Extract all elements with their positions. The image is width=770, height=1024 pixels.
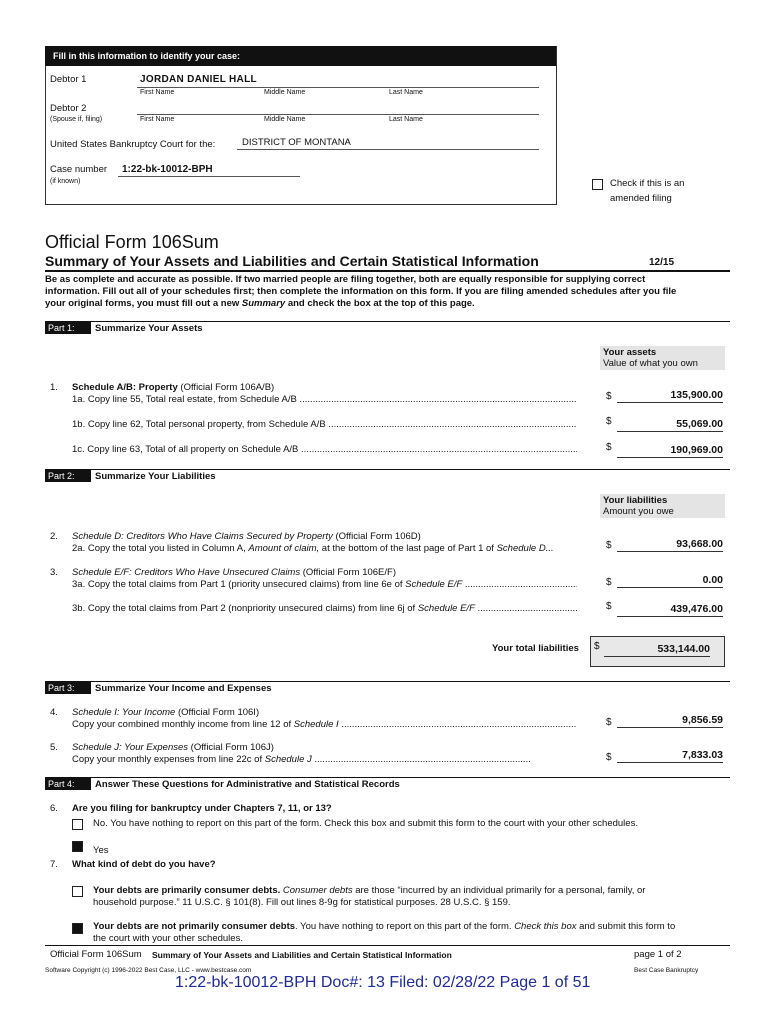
court-underline: [237, 149, 539, 150]
line-4-a: Copy your combined monthly income from line 12 of: [72, 719, 294, 730]
item3-title-form: (Official Form 106E/F): [300, 567, 396, 578]
dollar-1b: $: [606, 416, 612, 427]
q6-number: 6.: [50, 803, 58, 814]
line-3a: [72, 579, 577, 590]
spouse-note: (Spouse if, filing): [50, 116, 103, 123]
amount-5[interactable]: 7,833.03: [617, 749, 723, 763]
part3-rule: [45, 681, 730, 682]
dollar-4: $: [606, 717, 612, 728]
item4-number: 4.: [50, 707, 58, 718]
debtor2-label: Debtor 2: [50, 103, 87, 114]
liabilities-column-header: [600, 494, 725, 518]
total-liabilities-label: Your total liabilities: [492, 643, 579, 654]
amount-2a[interactable]: 93,668.00: [617, 538, 723, 552]
line-3b-b: Schedule E/F: [417, 603, 475, 614]
part4-rule: [45, 777, 730, 778]
court-filing-stamp: 1:22-bk-10012-BPH Doc#: 13 Filed: 02/28/22 Page 1 of 51: [175, 974, 591, 991]
part1-rule: [45, 321, 730, 322]
dollar-5: $: [606, 752, 612, 763]
debtor2-middle-name-caption: Middle Name: [264, 116, 306, 123]
line-2a-b: Amount of claim,: [248, 543, 320, 554]
dollar-2a: $: [606, 540, 612, 551]
consumer-debts-line1: [93, 885, 645, 896]
item5-title-schedule: Schedule J: Your Expenses: [72, 742, 189, 753]
part2-rule: [45, 469, 730, 470]
dollar-1c: $: [606, 442, 612, 453]
line-3a-a: 3a. Copy the total claims from Part 1 (priority unsecured claims) from line 6e of: [72, 579, 406, 590]
item5-number: 5.: [50, 742, 58, 753]
line-1b: [72, 419, 577, 430]
nonconsumer-debts-line1: [93, 921, 675, 932]
q7-number: 7.: [50, 859, 58, 870]
assets-column-title: Your assets: [603, 347, 657, 358]
case-number-label: Case number: [50, 164, 108, 175]
footer-form-title: Summary of Your Assets and Liabilities and Certain Statistical Information: [152, 950, 452, 960]
q6-yes-label: Yes: [93, 845, 109, 856]
item3-title-schedule: Schedule E/F: Creditors Who Have Unsecured Claims: [72, 567, 301, 578]
item2-title-schedule: Schedule D: Creditors Who Have Claims Secured by Property: [72, 531, 333, 542]
instructions-line3-a: your original forms, you must fill out a new: [45, 298, 242, 309]
debtor2-first-name-caption: First Name: [140, 116, 175, 123]
line-1c: [72, 444, 577, 455]
debtor1-underline: [137, 87, 539, 88]
amount-3b[interactable]: 439,476.00: [617, 603, 723, 617]
part4-title: Answer These Questions for Administrative and Statistical Records: [95, 779, 400, 790]
debtor1-label: Debtor 1: [50, 74, 87, 85]
footer-copyright: Software Copyright (c) 1996-2022 Best Case, LLC - www.bestcase.com: [45, 967, 252, 974]
debtor2-underline[interactable]: [137, 114, 539, 115]
consumer-debts-checkbox[interactable]: [72, 886, 83, 897]
line-1b-text: 1b. Copy line 62, Total personal property, from Schedule A/B: [72, 419, 326, 430]
debtor1-middle-name-caption: Middle Name: [264, 89, 306, 96]
nonconsumer-debts-italic: Check this box: [514, 921, 577, 932]
amount-4[interactable]: 9,856.59: [617, 714, 723, 728]
nonconsumer-debts-end: and submit this form to: [576, 921, 676, 932]
line-3a-b: Schedule E/F: [405, 579, 463, 590]
consumer-debts-rest: are those “incurred by an individual primarily for a personal, family, or: [352, 885, 646, 896]
debtor1-last-name-caption: Last Name: [389, 89, 423, 96]
instructions-line3: [45, 298, 475, 309]
case-number-underline: [118, 176, 300, 177]
instructions-line1: Be as complete and accurate as possible. If two married people are filing together, both are equally responsible for supplying correct: [45, 274, 646, 285]
form-name: Official Form 106Sum: [45, 232, 219, 252]
line-2a-c: at the bottom of the last page of Part 1 of: [319, 543, 497, 554]
item1-title: [72, 382, 274, 393]
item5-title: [72, 742, 274, 753]
part1-tag: Part 1:: [45, 322, 91, 334]
assets-column-subtitle: Value of what you own: [603, 358, 698, 369]
q6-no-label: No. You have nothing to report on this part of the form. Check this box and submit this form to the court with your other schedules.: [93, 818, 638, 829]
assets-column-header: [600, 346, 725, 370]
line-4-b: Schedule I: [293, 719, 339, 730]
part3-tag: Part 3:: [45, 682, 91, 694]
item2-title-form: (Official Form 106D): [332, 531, 421, 542]
item4-title-schedule: Schedule I: Your Income: [72, 707, 176, 718]
part2-tag: Part 2:: [45, 470, 91, 482]
item3-title: [72, 567, 396, 578]
line-5-a: Copy your monthly expenses from line 22c of: [72, 754, 265, 765]
dollar-1a: $: [606, 391, 612, 402]
court-value[interactable]: DISTRICT OF MONTANA: [242, 137, 351, 148]
line-2a-d: Schedule D...: [496, 543, 554, 554]
liabilities-column-subtitle: Amount you owe: [603, 506, 674, 517]
line-2a: [72, 543, 554, 554]
footer-page: page 1 of 2: [634, 949, 682, 960]
liabilities-column-title: Your liabilities: [603, 495, 668, 506]
dollar-total: $: [594, 641, 600, 652]
q7-question: What kind of debt do you have?: [72, 859, 216, 870]
debtor1-first-name-caption: First Name: [140, 89, 175, 96]
title-rule: [45, 270, 730, 272]
footer-rule: [45, 945, 730, 946]
part4-tag: Part 4:: [45, 778, 91, 790]
amount-1a[interactable]: 135,900.00: [617, 389, 723, 403]
nonconsumer-debts-rest: . You have nothing to report on this part of the form.: [295, 921, 515, 932]
instructions-line2: information. Fill out all of your schedules first; then complete the information on this form. If you are filing amended schedules after you file: [45, 286, 677, 297]
case-number-value[interactable]: 1:22-bk-10012-BPH: [122, 164, 213, 175]
amended-label-line2: amended filing: [610, 193, 672, 204]
dollar-3a: $: [606, 577, 612, 588]
line-1a-text: 1a. Copy line 55, Total real estate, from Schedule A/B: [72, 394, 297, 405]
footer-vendor: Best Case Bankruptcy: [634, 967, 699, 974]
dollar-3b: $: [606, 601, 612, 612]
footer-form-name: Official Form 106Sum: [50, 949, 142, 960]
instructions-line3-summary: Summary: [241, 298, 286, 309]
q6-no-checkbox[interactable]: [72, 819, 83, 830]
form-version: 12/15: [649, 257, 675, 268]
part3-title: Summarize Your Income and Expenses: [95, 683, 272, 694]
instructions-line3-c: and check the box at the top of this page.: [285, 298, 475, 309]
case-identification-header: [45, 46, 556, 66]
court-label: United States Bankruptcy Court for the:: [50, 139, 216, 150]
line-4: [72, 719, 577, 730]
part2-title: Summarize Your Liabilities: [95, 471, 216, 482]
consumer-debts-line2: household purpose.” 11 U.S.C. § 101(8). Fill out lines 8-9g for statistical purposes. 28 U.S.C. § 159.: [93, 897, 511, 908]
amount-1c[interactable]: 190,969.00: [617, 444, 723, 458]
total-liabilities-amount[interactable]: 533,144.00: [604, 643, 710, 657]
item5-title-form: (Official Form 106J): [188, 742, 274, 753]
item4-title: [72, 707, 259, 718]
form-title: Summary of Your Assets and Liabilities and Certain Statistical Information: [45, 253, 539, 269]
q6-yes-checkbox[interactable]: [72, 841, 83, 852]
line-5-b: Schedule J: [264, 754, 312, 765]
item1-title-form: (Official Form 106A/B): [177, 382, 275, 393]
line-1a: [72, 394, 577, 405]
consumer-debts-italic: Consumer debts: [280, 885, 353, 896]
nonconsumer-debts-checkbox[interactable]: [72, 923, 83, 934]
item4-title-form: (Official Form 106I): [175, 707, 260, 718]
item2-number: 2.: [50, 531, 58, 542]
item2-title: [72, 531, 421, 542]
if-known-note: (if known): [50, 178, 81, 185]
item1-title-schedule: Schedule A/B: Property: [72, 382, 178, 393]
line-5: [72, 754, 530, 765]
item3-number: 3.: [50, 567, 58, 578]
item1-number: 1.: [50, 382, 58, 393]
debtor1-name[interactable]: JORDAN DANIEL HALL: [140, 74, 257, 85]
q6-question: Are you filing for bankruptcy under Chapters 7, 11, or 13?: [72, 803, 332, 814]
nonconsumer-debts-bold: Your debts are not primarily consumer debts: [93, 921, 296, 932]
amended-filing-checkbox[interactable]: [592, 179, 603, 190]
amount-3a[interactable]: 0.00: [617, 574, 723, 588]
amended-label-line1: Check if this is an: [610, 178, 685, 189]
line-3b: [72, 603, 577, 614]
line-2a-a: 2a. Copy the total you listed in Column A,: [72, 543, 249, 554]
nonconsumer-debts-line2: the court with your other schedules.: [93, 933, 243, 944]
line-3b-a: 3b. Copy the total claims from Part 2 (nonpriority unsecured claims) from line 6j of: [72, 603, 418, 614]
amount-1b[interactable]: 55,069.00: [617, 418, 723, 432]
part1-title: Summarize Your Assets: [95, 323, 203, 334]
case-identification-header-text: Fill in this information to identify your case:: [53, 51, 241, 61]
debtor2-last-name-caption: Last Name: [389, 116, 423, 123]
case-identification-box: [45, 46, 557, 205]
consumer-debts-bold: Your debts are primarily consumer debts.: [93, 885, 281, 896]
line-1c-text: 1c. Copy line 63, Total of all property on Schedule A/B: [72, 444, 299, 455]
